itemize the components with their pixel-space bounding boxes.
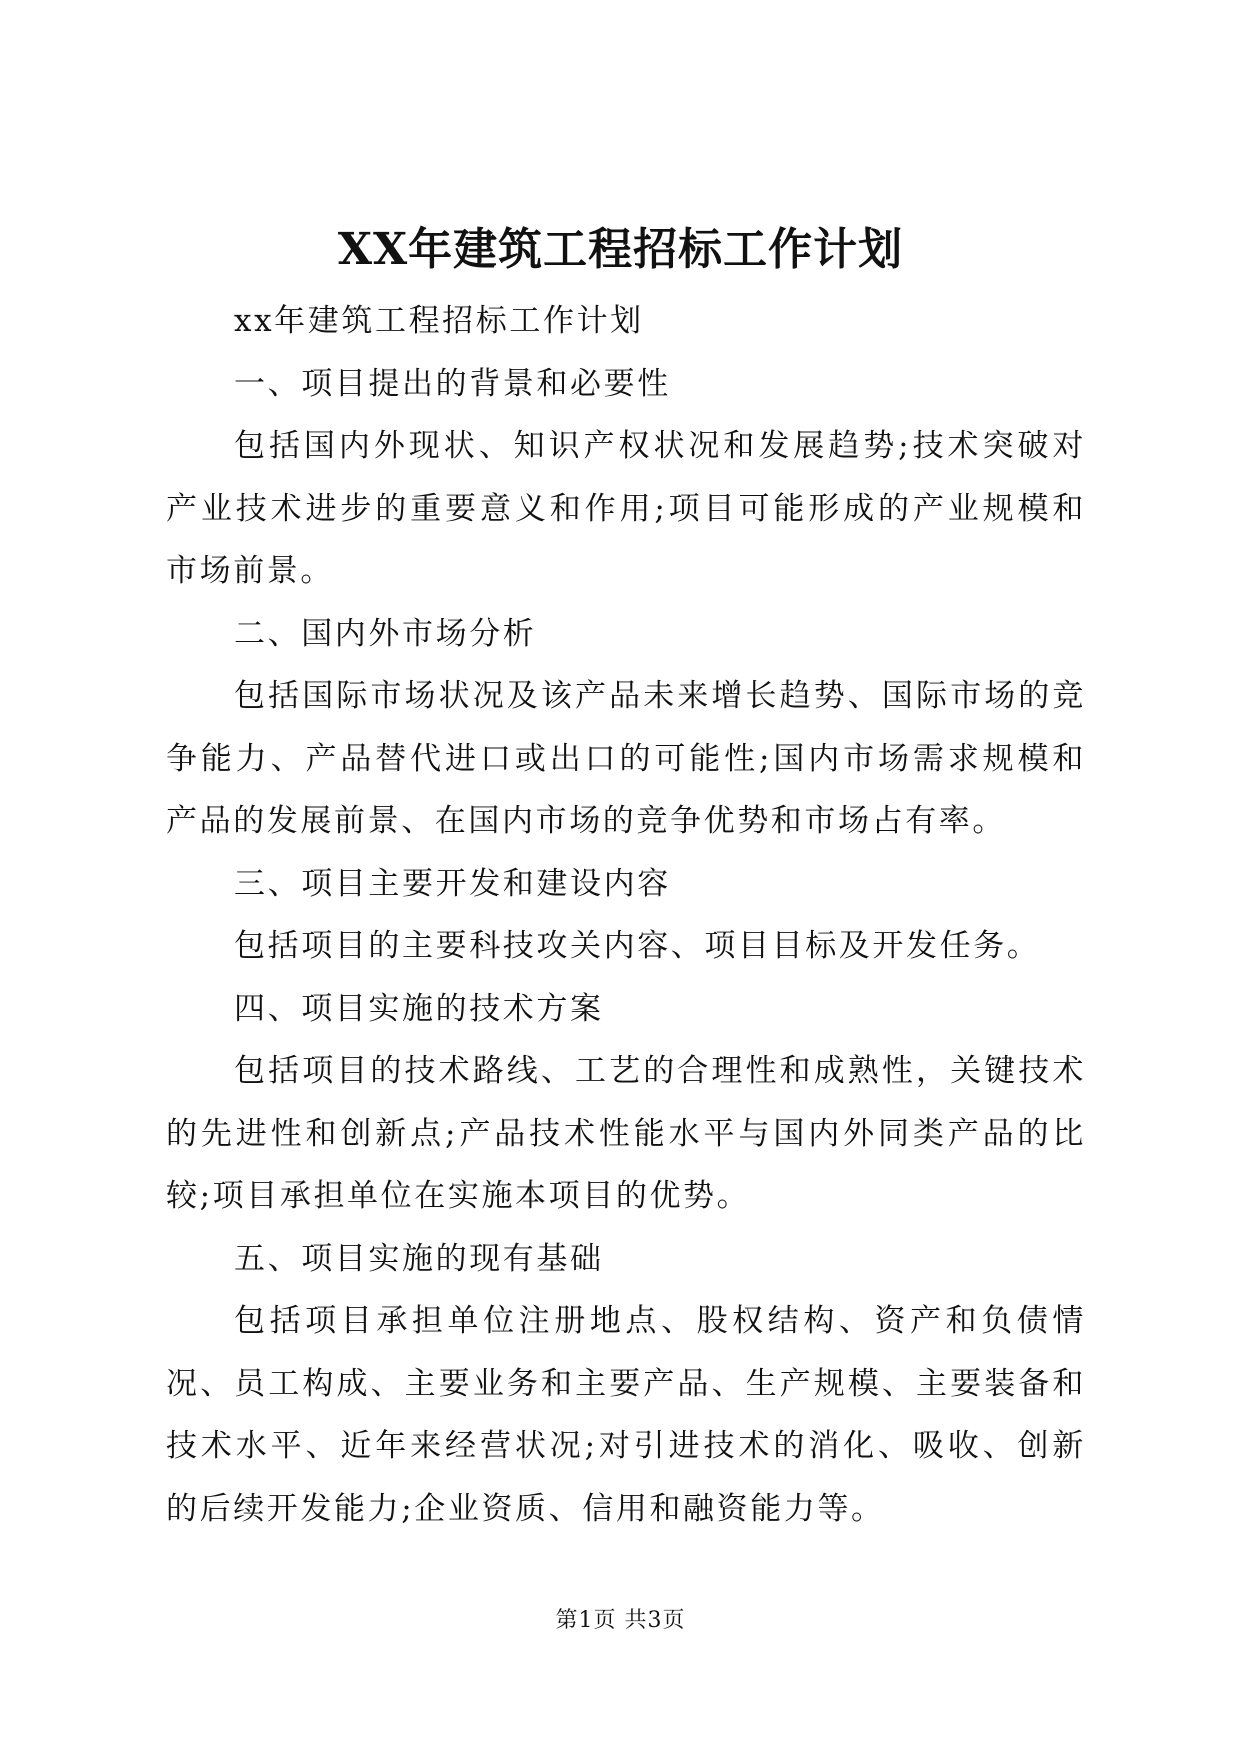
section-body-5: 包括项目承担单位注册地点、股权结构、资产和负债情况、员工构成、主要业务和主要产品、生产规模、主要装备和技术水平、近年来经营状况;对引进技术的消化、吸收、创新的后续开发能力;企业资质、信用和融资能力等。 bbox=[166, 1303, 1086, 1527]
section-body-2: 包括国际市场状况及该产品未来增长趋势、国际市场的竞争能力、产品替代进口或出口的可能性;国内市场需求规模和产品的发展前景、在国内市场的竞争优势和市场占有率。 bbox=[166, 678, 1086, 839]
section-body-3: 包括项目的主要科技攻关内容、项目目标及开发任务。 bbox=[234, 928, 1041, 964]
section-heading-4: 四、项目实施的技术方案 bbox=[234, 990, 604, 1027]
section-body-1: 包括国内外现状、知识产权状况和发展趋势;技术突破对产业技术进步的重要意义和作用;项目可能形成的产业规模和市场前景。 bbox=[166, 428, 1086, 589]
document-title: XX年建筑工程招标工作计划 bbox=[337, 224, 904, 275]
section-heading-1: 一、项目提出的背景和必要性 bbox=[234, 365, 671, 402]
document-body bbox=[166, 290, 1086, 1540]
section-heading-3: 三、项目主要开发和建设内容 bbox=[234, 865, 671, 902]
subtitle-line: xx年建筑工程招标工作计划 bbox=[234, 303, 644, 339]
page-footer: 第1页 共3页 bbox=[555, 1608, 686, 1633]
section-body-4: 包括项目的技术路线、工艺的合理性和成熟性，关键技术的先进性和创新点;产品技术性能水平与国内外同类产品的比较;项目承担单位在实施本项目的优势。 bbox=[166, 1053, 1086, 1214]
section-heading-5: 五、项目实施的现有基础 bbox=[234, 1240, 604, 1277]
section-heading-2: 二、国内外市场分析 bbox=[234, 615, 537, 652]
